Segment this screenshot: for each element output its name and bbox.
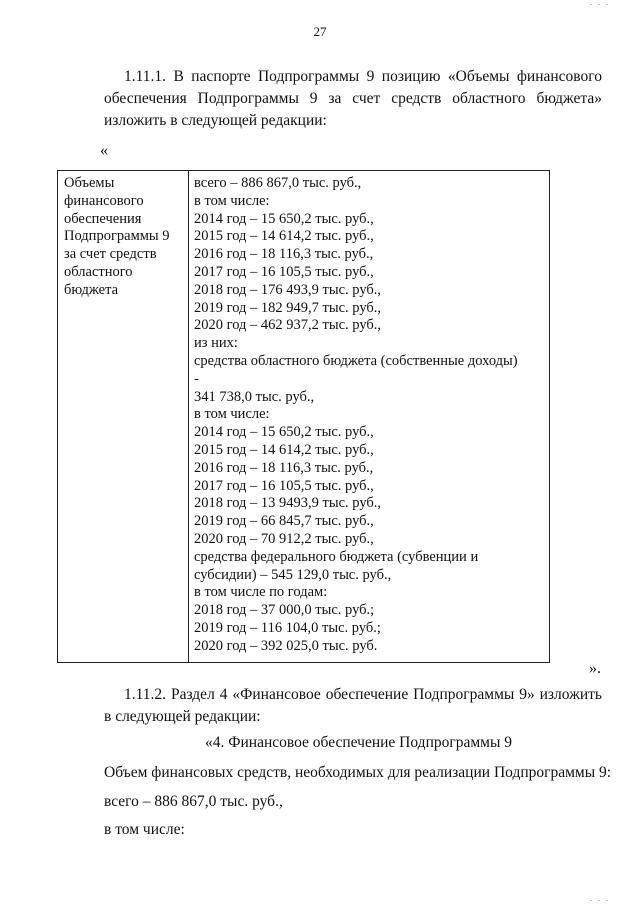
page-number: 27 — [313, 24, 327, 39]
scan-mark-bottom: . . . — [590, 894, 610, 903]
value-line: в том числе: — [194, 192, 270, 209]
item-1-paragraph — [104, 66, 602, 132]
value-line: из них: — [194, 335, 238, 352]
scan-mark-top: . . . — [590, 0, 610, 7]
value-line: 2018 год – 176 493,9 тыс. руб., — [194, 281, 382, 298]
value-line: в том числе по годам: — [194, 584, 328, 601]
label-line: областного — [64, 263, 133, 280]
value-line: 2018 год – 13 9493,9 тыс. руб., — [194, 495, 382, 512]
value-line: 2015 год – 14 614,2 тыс. руб., — [194, 441, 374, 458]
value-line: субсидии) – 545 129,0 тыс. руб., — [194, 566, 392, 583]
value-line: 2019 год – 182 949,7 тыс. руб., — [194, 299, 382, 316]
label-line: бюджета — [64, 281, 119, 298]
value-line: 2020 год – 70 912,2 тыс. руб., — [194, 530, 374, 547]
value-line: 2019 год – 66 845,7 тыс. руб., — [194, 513, 374, 530]
value-line: 2017 год – 16 105,5 тыс. руб., — [194, 477, 374, 494]
section-title: «4. Финансовое обеспечение Подпрограммы 9 — [205, 734, 513, 751]
quote-open: « — [100, 142, 108, 159]
value-line: средства областного бюджета (собственные доходы) — [194, 352, 518, 369]
label-line: обеспечения — [64, 210, 142, 227]
value-line: 2014 год – 15 650,2 тыс. руб., — [194, 210, 374, 227]
value-line: 2017 год – 16 105,5 тыс. руб., — [194, 263, 374, 280]
value-line: средства федерального бюджета (субвенции и — [194, 548, 479, 565]
value-line: - — [194, 370, 199, 387]
volume-line: Объем финансовых средств, необходимых для реализации Подпрограммы 9: — [104, 764, 612, 781]
table-row — [58, 171, 550, 663]
label-line: Подпрограммы 9 — [64, 228, 170, 245]
label-line: финансового — [64, 192, 144, 209]
value-line: в том числе: — [194, 406, 270, 423]
value-line: 2016 год – 18 116,3 тыс. руб., — [194, 459, 374, 476]
item-2-paragraph — [104, 684, 602, 728]
value-cell — [189, 171, 550, 663]
including-line: в том числе: — [104, 821, 185, 838]
value-line: 2018 год – 37 000,0 тыс. руб.; — [194, 602, 375, 619]
value-line: 341 738,0 тыс. руб., — [194, 388, 315, 405]
label-cell — [58, 171, 189, 663]
label-line: Объемы — [64, 175, 115, 191]
quote-close: ». — [589, 660, 601, 677]
value-line: 2020 год – 392 025,0 тыс. руб. — [194, 637, 378, 654]
item-1-text: 1.11.1. В паспорте Подпрограммы 9 позицию «Объемы финансового обеспечения Подпрограммы 9 за счет средств областного бюджета» изложить в следующей редакции: — [104, 68, 602, 129]
item-2-text: 1.11.2. Раздел 4 «Финансовое обеспечение Подпрограммы 9» изложить в следующей редакции: — [104, 686, 602, 725]
value-line: 2015 год – 14 614,2 тыс. руб., — [194, 228, 374, 245]
value-line: 2019 год – 116 104,0 тыс. руб.; — [194, 619, 381, 636]
value-line: 2014 год – 15 650,2 тыс. руб., — [194, 424, 374, 441]
budget-table — [57, 170, 550, 663]
label-line: за счет средств — [64, 246, 157, 263]
total-line: всего – 886 867,0 тыс. руб., — [104, 793, 283, 810]
value-line: 2020 год – 462 937,2 тыс. руб., — [194, 317, 382, 334]
value-line: всего – 886 867,0 тыс. руб., — [194, 175, 362, 191]
value-line: 2016 год – 18 116,3 тыс. руб., — [194, 246, 374, 263]
